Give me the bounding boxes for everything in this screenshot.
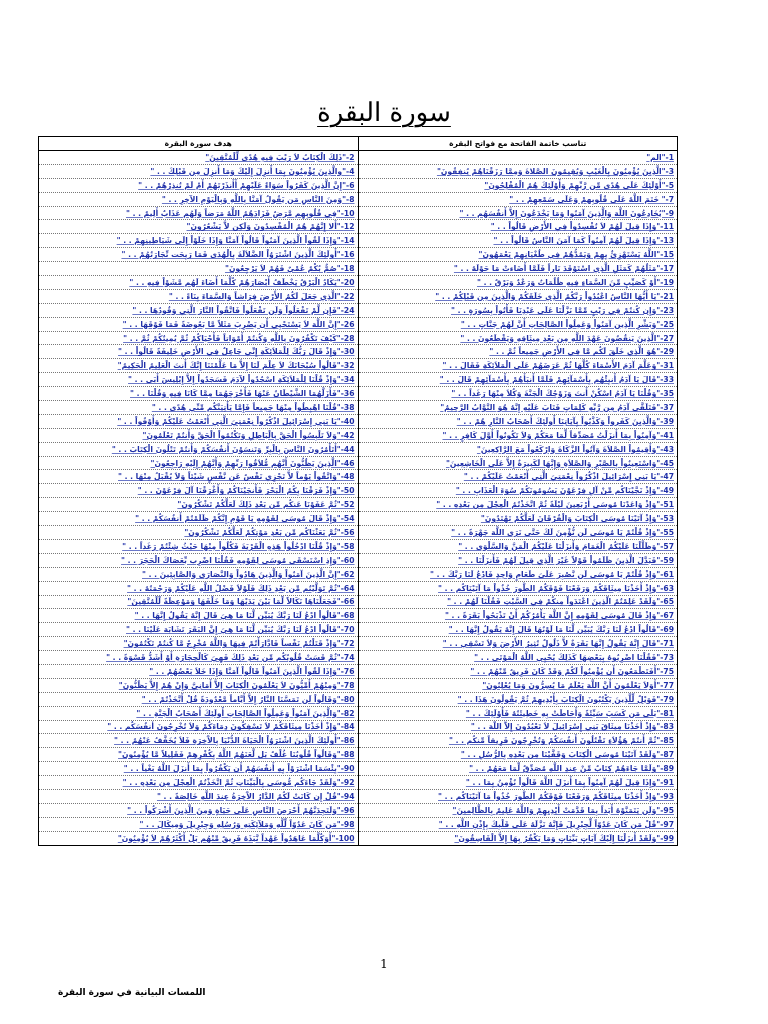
table-row	[39, 539, 678, 553]
table-row	[39, 206, 678, 220]
table-row	[39, 484, 678, 498]
verse-link-left[interactable]: 2-"ذَلِكَ الْكِتَابُ لاَ رَيْبَ فِيهِ هُدًى لِّلْمُتَّقِينَ"	[39, 151, 359, 165]
verse-link-left[interactable]: 50-"وَإِذْ فَرَقْنَا بِكُمُ الْبَحْرَ فَأَنجَيْنَاكُمْ وَأَغْرَقْنَا آلَ فِرْعَوْنَ . . "	[39, 484, 359, 498]
verse-link-right[interactable]: 35-"وَقُلْنَا يَا آدَمُ اسْكُنْ أَنتَ وَزَوْجُكَ الْجَنَّةَ وَكُلاَ مِنْهَا رَغَداً . . "	[358, 387, 678, 401]
verse-link-left[interactable]: 66-"فَجَعَلْنَاهَا نَكَالاً لِّمَا بَيْنَ يَدَيْهَا وَمَا خَلْفَهَا وَمَوْعِظَةً لِّلْمُتَّقِينَ"	[39, 595, 359, 609]
table-header-row	[39, 137, 678, 151]
verse-link-left[interactable]: 88-"وَقَالُواْ قُلُوبُنَا غُلْفٌ بَل لَّعَنَهُمُ اللَّهُ بِكُفْرِهِمْ فَقَلِيلاً مَّا يُؤْمِنُونَ"	[39, 748, 359, 762]
verse-link-right[interactable]: 3-"الَّذِينَ يُؤْمِنُونَ بِالْغَيْبِ وَيُقِيمُونَ الصَّلاةَ وَمِمَّا رَزَقْنَاهُمْ يُنفِقُونَ"	[358, 164, 678, 178]
table-row	[39, 442, 678, 456]
verse-link-left[interactable]: 34-"وَإِذْ قُلْنَا لِلْمَلاَئِكَةِ اسْجُدُواْ لآدَمَ فَسَجَدُواْ إِلاَّ إِبْلِيسَ أَبَى . . "	[39, 373, 359, 387]
table-row	[39, 748, 678, 762]
verse-link-left[interactable]: 26-"إِنَّ اللَّهَ لاَ يَسْتَحْيِي أَن يَضْرِبَ مَثَلاً مَّا بَعُوضَةً فَمَا فَوْقَهَا . . "	[39, 317, 359, 331]
table-row	[39, 164, 678, 178]
table-row	[39, 248, 678, 262]
verse-link-left[interactable]: 82-"وَالَّذِينَ آمَنُواْ وَعَمِلُواْ الصَّالِحَاتِ أُولَئِكَ أَصْحَابُ الْجَنَّةِ . . "	[39, 706, 359, 720]
verse-link-right[interactable]: 49-"وَإِذْ نَجَّيْنَاكُم مِّنْ آلِ فِرْعَوْنَ يَسُومُونَكُمْ سُوَءَ الْعَذَابِ . . "	[358, 484, 678, 498]
table-row	[39, 387, 678, 401]
page-number: 1	[380, 957, 388, 971]
verse-link-right[interactable]: 13-"وَإِذَا قِيلَ لَهُمْ آمِنُواْ كَمَا آمَنَ النَّاسُ قَالُواْ . . "	[358, 234, 678, 248]
table-row	[39, 831, 678, 845]
verse-link-right[interactable]: 15-"اللَّهُ يَسْتَهْزِئُ بِهِمْ وَيَمُدُّهُمْ فِي طُغْيَانِهِمْ يَعْمَهُونَ"	[358, 248, 678, 262]
verse-link-left[interactable]: 24-"فَإِن لَّمْ تَفْعَلُواْ وَلَن تَفْعَلُواْ فَاتَّقُواْ النَّارَ الَّتِي وَقُودُهَا . . "	[39, 303, 359, 317]
verse-link-left[interactable]: 96-"وَلَتَجِدَنَّهُمْ أَحْرَصَ النَّاسِ عَلَى حَيَاةٍ وَمِنَ الَّذِينَ أَشْرَكُواْ . . "	[39, 803, 359, 817]
verse-link-right[interactable]: 45-"وَاسْتَعِينُواْ بِالصَّبْرِ وَالصَّلاَةِ وَإِنَّهَا لَكَبِيرَةٌ إِلاَّ عَلَى الْخَاشِعِينَ"	[358, 456, 678, 470]
verse-link-right[interactable]: 97-"قُلْ مَن كَانَ عَدُوّاً لِّجِبْرِيلَ فَإِنَّهُ نَزَّلَهُ عَلَى قَلْبِكَ بِإِذْنِ اللَّهِ . . "	[358, 817, 678, 831]
table-row	[39, 262, 678, 276]
verse-link-right[interactable]: 79-"فَوَيْلٌ لِّلَّذِينَ يَكْتُبُونَ الْكِتَابَ بِأَيْدِيهِمْ ثُمَّ يَقُولُونَ هَذَا . . "	[358, 692, 678, 706]
verse-link-right[interactable]: 31-"وَعَلَّمَ آدَمَ الأَسْمَاءَ كُلَّهَا ثُمَّ عَرَضَهُمْ عَلَى الْمَلاَئِكَةِ فَقَالَ . . "	[358, 359, 678, 373]
table-row	[39, 637, 678, 651]
verse-link-left[interactable]: 72-"وَإِذْ قَتَلْتُمْ نَفْساً فَادَّارَأْتُمْ فِيهَا وَاللَّهُ مُخْرِجٌ مَّا كُنتُمْ تَكْتُمُونَ"	[39, 637, 359, 651]
table-row	[39, 234, 678, 248]
verse-link-right[interactable]: 19-"أَوْ كَصَيِّبٍ مِّنَ السَّمَاءِ فِيهِ ظُلُمَاتٌ وَرَعْدٌ وَبَرْقٌ . . "	[358, 276, 678, 290]
table-body	[39, 151, 678, 846]
verse-link-left[interactable]: 58-"وَإِذْ قُلْنَا ادْخُلُواْ هَذِهِ الْقَرْيَةَ فَكُلُواْ مِنْهَا حَيْثُ شِئْتُمْ رَغَداً . . "	[39, 539, 359, 553]
verse-link-left[interactable]: 6-"إِنَّ الَّذِينَ كَفَرُواْ سَوَاءٌ عَلَيْهِمْ أَأَنذَرْتَهُمْ أَمْ لَمْ تُنذِرْهُمْ . . "	[39, 178, 359, 192]
verse-link-left[interactable]: 32-"قَالُواْ سُبْحَانَكَ لاَ عِلْمَ لَنَا إِلاَّ مَا عَلَّمْتَنَا إِنَّكَ أَنتَ الْعَلِيمُ الْحَكِيمُ"	[39, 359, 359, 373]
footer-book-title: اللمسات البيانية في سورة البقرة	[58, 988, 206, 998]
table-row	[39, 664, 678, 678]
verse-link-left[interactable]: 70-"قَالُواْ ادْعُ لَنَا رَبَّكَ يُبَيِّن لَّنَا مَا هِيَ إِنَّ البَقَرَ تَشَابَهَ عَلَيْنَا . . "	[39, 623, 359, 637]
verse-link-left[interactable]: 36-"فَأَزَلَّهُمَا الشَّيْطَانُ عَنْهَا فَأَخْرَجَهُمَا مِمَّا كَانَا فِيهِ وَقُلْنَا . . "	[39, 387, 359, 401]
table-row	[39, 331, 678, 345]
table-row	[39, 317, 678, 331]
verse-link-left[interactable]: 48-"وَاتَّقُواْ يَوْماً لاَّ تَجْزِي نَفْسٌ عَن نَّفْسٍ شَيْئاً وَلاَ يُقْبَلُ مِنْهَا . . "	[39, 470, 359, 484]
verse-link-left[interactable]: 94-"قُلْ إِن كَانَتْ لَكُمُ الدَّارُ الآَخِرَةُ عِندَ اللَّهِ خَالِصَةً . . "	[39, 789, 359, 803]
verse-link-left[interactable]: 90-"بِئْسَمَا اشْتَرَوْاْ بِهِ أَنفُسَهُمْ أَن يَكْفُرُواْ بِمَا أَنزَلَ اللَّهُ بَغْياً . . "	[39, 762, 359, 776]
verse-link-right[interactable]: 65-"وَلَقَدْ عَلِمْتُمُ الَّذِينَ اعْتَدَواْ مِنكُمْ فِي السَّبْتِ فَقُلْنَا لَهُمْ . . "	[358, 595, 678, 609]
verse-link-right[interactable]: 67-"وَإِذْ قَالَ مُوسَى لِقَوْمِهِ إِنَّ اللَّهَ يَأْمُرُكُمْ أَنْ تَذْبَحُواْ بَقَرَةً . . "	[358, 609, 678, 623]
verse-link-right[interactable]: 61-"وَإِذْ قُلْتُمْ يَا مُوسَى لَن نَّصْبِرَ عَلَىَ طَعَامٍ وَاحِدٍ فَادْعُ لَنَا رَبَّكَ . . "	[358, 567, 678, 581]
table-row	[39, 470, 678, 484]
table-row	[39, 553, 678, 567]
verse-link-left[interactable]: 52-"ثُمَّ عَفَوْنَا عَنكُم مِّن بَعْدِ ذَلِكَ لَعَلَّكُمْ تَشْكُرُونَ"	[39, 498, 359, 512]
verse-link-right[interactable]: 87-"وَلَقَدْ آتَيْنَا مُوسَى الْكِتَابَ وَقَفَّيْنَا مِن بَعْدِهِ بِالرُّسُلِ . . "	[358, 748, 678, 762]
table-row	[39, 345, 678, 359]
verse-link-right[interactable]: 1-"الم"	[358, 151, 678, 165]
verse-link-left[interactable]: 60-"وَإِذِ اسْتَسْقَى مُوسَى لِقَوْمِهِ فَقُلْنَا اضْرِب بِّعَصَاكَ الْحَجَرَ . . "	[39, 553, 359, 567]
verse-link-left[interactable]: 100-"أَوَكُلَّمَا عَاهَدُواْ عَهْداً نَّبَذَهُ فَرِيقٌ مِّنْهُم بَلْ أَكْثَرُهُمْ لاَ يُؤْمِنُونَ"	[39, 831, 359, 845]
verse-link-left[interactable]: 20-"يَكَادُ الْبَرْقُ يَخْطَفُ أَبْصَارَهُمْ كُلَّمَا أَضَاءَ لَهُم مَّشَوْاْ فِيهِ . . "	[39, 276, 359, 290]
verse-link-right[interactable]: 77-"أَوَلاَ يَعْلَمُونَ أَنَّ اللَّهَ يَعْلَمُ مَا يُسِرُّونَ وَمَا يُعْلِنُونَ"	[358, 678, 678, 692]
verse-link-left[interactable]: 10-"فِي قُلُوبِهِم مَّرَضٌ فَزَادَهُمُ اللَّهُ مَرَضاً وَلَهُم عَذَابٌ أَلِيمٌ . . "	[39, 206, 359, 220]
table-row	[39, 789, 678, 803]
verse-link-right[interactable]: 73-"فَقُلْنَا اضْرِبُوهُ بِبَعْضِهَا كَذَلِكَ يُحْيِي اللَّهُ الْمَوْتَى . . "	[358, 651, 678, 665]
verse-link-right[interactable]: 69-"قَالُواْ ادْعُ لَنَا رَبَّكَ يُبَيِّن لَّنَا مَا لَوْنُهَا قَالَ إِنَّهُ يَقُولُ إِنَّهَا . . "	[358, 623, 678, 637]
verse-link-left[interactable]: 80-"وَقَالُواْ لَن تَمَسَّنَا النَّارُ إِلاَّ أَيَّاماً مَّعْدُودَةً قُلْ أَتَّخَذْتُمْ . . "	[39, 692, 359, 706]
verse-link-right[interactable]: 71-"قَالَ إِنَّهُ يَقُولُ إِنَّهَا بَقَرَةٌ لاَّ ذَلُولٌ تُثِيرُ الأَرْضَ وَلاَ تَسْقِي . . "	[358, 637, 678, 651]
verse-link-left[interactable]: 16-"أُولَئِكَ الَّذِينَ اشْتَرَوُاْ الضَّلاَلَةَ بِالْهُدَى فَمَا رَبِحَت تِّجَارَتُهُمْ . . "	[39, 248, 359, 262]
verse-link-left[interactable]: 86-"أُولَئِكَ الَّذِينَ اشْتَرَوُاْ الْحَيَاةَ الدُّنْيَا بِالآَخِرَةِ فَلاَ يُخَفَّفُ عَنْهُمُ . . "	[39, 734, 359, 748]
verse-link-right[interactable]: 89-"وَلَمَّا جَاءَهُمْ كِتَابٌ مِّنْ عِندِ اللَّهِ مُصَدِّقٌ لِّمَا مَعَهُمْ . . "	[358, 762, 678, 776]
verse-link-right[interactable]: 75-"أَفَتَطْمَعُونَ أَن يُؤْمِنُواْ لَكُمْ وَقَدْ كَانَ فَرِيقٌ مِّنْهُمْ . . "	[358, 664, 678, 678]
verse-link-right[interactable]: 93-"وَإِذْ أَخَذْنَا مِيثَاقَكُمْ وَرَفَعْنَا فَوْقَكُمُ الطُّورَ خُذُواْ مَا آتَيْنَاكُم . . "	[358, 789, 678, 803]
table-row	[39, 595, 678, 609]
table-row	[39, 581, 678, 595]
verse-link-right[interactable]: 51-"وَإِذْ وَاعَدْنَا مُوسَى أَرْبَعِينَ لَيْلَةً ثُمَّ اتَّخَذْتُمُ الْعِجْلَ مِن بَعْدِهِ . . "	[358, 498, 678, 512]
verse-link-left[interactable]: 76-"وَإِذَا لَقُواْ الَّذِينَ آمَنُواْ قَالُواْ آمَنَّا وَإِذَا خَلاَ بَعْضُهُمْ . . "	[39, 664, 359, 678]
table-row	[39, 706, 678, 720]
table-row	[39, 498, 678, 512]
table-row	[39, 720, 678, 734]
verse-link-right[interactable]: 7-" خَتَمَ اللَّهُ عَلَى قُلُوبِهمْ وَعَلَى سَمْعِهِمْ . . "	[358, 192, 678, 206]
table-row	[39, 817, 678, 831]
verse-link-right[interactable]: 43-"وَأَقِيمُواْ الصَّلاَةَ وَآتُواْ الزَّكَاةَ وَارْكَعُواْ مَعَ الرَّاكِعِينَ"	[358, 442, 678, 456]
table-row	[39, 289, 678, 303]
table-row	[39, 512, 678, 526]
verse-link-right[interactable]: 95-"وَلَن يَتَمَنَّوْهُ أَبَداً بِمَا قَدَّمَتْ أَيْدِيهِمْ وَاللَّهُ عَلِيمٌ بِالظَّالِمينَ"	[358, 803, 678, 817]
verse-link-left[interactable]: 44-"أَتَأْمُرُونَ النَّاسَ بِالْبِرِّ وَتَنسَوْنَ أَنفُسَكُمْ وَأَنتُمْ تَتْلُونَ الْكِتَابَ . . "	[39, 442, 359, 456]
verse-link-left[interactable]: 84-"وَإِذْ أَخَذْنَا مِيثَاقَكُمْ لاَ تَسْفِكُونَ دِمَاءَكُمْ وَلاَ تُخْرِجُونَ أَنفُسَكُم . . "	[39, 720, 359, 734]
verse-link-left[interactable]: 46-"الَّذِينَ يَظُنُّونَ أَنَّهُم مُّلاَقُوا رَبِّهِمْ وَأَنَّهُمْ إِلَيْهِ رَاجِعُونَ"	[39, 456, 359, 470]
table-row	[39, 401, 678, 415]
verse-link-right[interactable]: 39-"وَالَّذِينَ كَفَرواْ وَكَذَّبُواْ بِآيَاتِنَا أُولَئِكَ أَصْحَابُ النَّارِ هُمْ . . "	[358, 414, 678, 428]
verse-link-left[interactable]: 30-"وَإِذْ قَالَ رَبُّكَ لِلْمَلاَئِكَةِ إِنِّي جَاعِلٌ فِي الأَرْضِ خَلِيفَةً قَالُواْ . . "	[39, 345, 359, 359]
verse-link-right[interactable]: 53-"وَإِذْ آتَيْنَا مُوسَى الْكِتَابَ وَالْفُرْقَانَ لَعَلَّكُمْ تَهْتَدُونَ"	[358, 512, 678, 526]
verse-link-right[interactable]: 23-"وَإِن كُنتُمْ فِي رَيْبٍ مِّمَّا نَزَّلْنَا عَلَى عَبْدِنَا فَأْتُواْ بِسُورَةٍ . . "	[358, 303, 678, 317]
verse-link-right[interactable]: 41-"وَآمِنُواْ بِمَا أَنزَلْتُ مُصَدِّقاً لِّمَا مَعَكُمْ وَلاَ تَكُونُواْ أَوَّلَ كَافِرٍ . . "	[358, 428, 678, 442]
verse-link-right[interactable]: 57-"وَظَلَّلْنَا عَلَيْكُمُ الْغَمَامَ وَأَنزَلْنَا عَلَيْكُمُ الْمَنَّ وَالسَّلْوَى . . "	[358, 539, 678, 553]
table-row	[39, 359, 678, 373]
verse-link-left[interactable]: 98-"مَن كَانَ عَدُوّاً لِّلَّهِ وَمَلآئِكَتِهِ وَرُسُلِهِ وَجِبْرِيلَ وَمِيكَالَ . . "	[39, 817, 359, 831]
table-row	[39, 220, 678, 234]
verse-link-right[interactable]: 91-"وَإِذَا قِيلَ لَهُمْ آمِنُواْ بِمَا أَنزَلَ اللَّهُ قَالُواْ نُؤْمِنُ بِمَا . . "	[358, 776, 678, 790]
verse-link-right[interactable]: 85-"ثُمَّ أَنتُمْ هَؤُلاَءِ تَقْتُلُونَ أَنفُسَكُمْ وَتُخْرِجُونَ فَرِيقاً مِّنكُم . . "	[358, 734, 678, 748]
table-row	[39, 178, 678, 192]
verse-link-right[interactable]: 29-"هُوَ الَّذِي خَلَقَ لَكُم مَّا فِي الأَرْضِ جَمِيعاً ثُمَّ . . "	[358, 345, 678, 359]
header-left: هدف سورة البقرة	[39, 137, 359, 151]
table-row	[39, 428, 678, 442]
verse-link-left[interactable]: 56-"ثُمَّ بَعَثْنَاكُم مِّن بَعْدِ مَوْتِكُمْ لَعَلَّكُمْ تَشْكُرُونَ"	[39, 526, 359, 540]
verse-link-right[interactable]: 21-"يَا أَيُّهَا النَّاسُ اعْبُدُواْ رَبَّكُمُ الَّذِي خَلَقَكُمْ وَالَّذِينَ مِن قَبْلِكُمْ . . "	[358, 289, 678, 303]
verse-link-right[interactable]: 33-"قَالَ يَا آدَمُ أَنبِئْهُم بِأَسْمَآئِهِمْ فَلَمَّا أَنبَأَهُمْ بِأَسْمَآئِهِمْ قَالَ . . "	[358, 373, 678, 387]
verse-link-right[interactable]: 5-"أُوْلَئِكَ عَلَى هُدًى مِّن رَّبِّهِمْ وَأُوْلَئِكَ هُمُ الْمُفْلِحُونَ"	[358, 178, 678, 192]
verse-link-right[interactable]: 81-"بَلَى مَن كَسَبَ سَيِّئَةً وَأَحَاطَتْ بِهِ خَطِيئَتُهُ فَأُوْلَئِكَ . . "	[358, 706, 678, 720]
verse-link-right[interactable]: 83-"وَإِذْ أَخَذْنَا مِيثَاقَ بَنِي إِسْرَائِيلَ لاَ تَعْبُدُونَ إِلاَّ اللَّهَ . . "	[358, 720, 678, 734]
verse-link-left[interactable]: 14-"وَإِذَا لَقُواْ الَّذِينَ آمَنُواْ قَالُواْ آمَنَّا وَإِذَا خَلَوْاْ إِلَى شَيَاطِينِهِمْ . . "	[39, 234, 359, 248]
verse-link-left[interactable]: 64-"ثُمَّ تَوَلَّيْتُم مِّن بَعْدِ ذَلِكَ فَلَوْلاَ فَضْلُ اللَّهِ عَلَيْكُمْ وَرَحْمَتُهُ . . "	[39, 581, 359, 595]
table-row	[39, 414, 678, 428]
verse-link-left[interactable]: 78-"وَمِنْهُمْ أُمِّيُّونَ لاَ يَعْلَمُونَ الْكِتَابَ إِلاَّ أَمَانِيَّ وَإِنْ هُمْ إِلاَّ يَظُنُّونَ"	[39, 678, 359, 692]
verse-link-left[interactable]: 38-"قُلْنَا اهْبِطُواْ مِنْهَا جَمِيعاً فَإِمَّا يَأْتِيَنَّكُم مِّنِّي هُدًى . . "	[39, 401, 359, 415]
verse-link-left[interactable]: 54-"وَإِذْ قَالَ مُوسَى لِقَوْمِهِ يَا قَوْمِ إِنَّكُمْ ظَلَمْتُمْ أَنفُسَكُمْ . . "	[39, 512, 359, 526]
verse-link-right[interactable]: 63-"وَإِذْ أَخَذْنَا مِيثَاقَكُمْ وَرَفَعْنَا فَوْقَكُمُ الطُّورَ خُذُواْ مَا آتَيْنَاكُم . . "	[358, 581, 678, 595]
table-row	[39, 776, 678, 790]
table-row	[39, 151, 678, 165]
verse-link-left[interactable]: 68-"قَالُواْ ادْعُ لَنَا رَبَّكَ يُبَيِّن لَّنَا مَا هِيَ قَالَ إِنَّهُ يَقُولُ إِنَّهَا . . "	[39, 609, 359, 623]
table-row	[39, 276, 678, 290]
verse-link-right[interactable]: 47-"يَا بَنِي إِسْرَائِيلَ اذْكُرُواْ نِعْمَتِيَ الَّتِي أَنْعَمْتُ عَلَيْكُمْ . . "	[358, 470, 678, 484]
verse-link-left[interactable]: 28-"كَيْفَ تَكْفُرُونَ بِاللَّهِ وَكُنتُمْ أَمْوَاتاً فَأَحْيَاكُمْ ثُمَّ يُمِيتُكُمْ ثُمَّ . . "	[39, 331, 359, 345]
verse-link-left[interactable]: 8-"وَمِنَ النَّاسِ مَن يَقُولُ آمَنَّا بِاللَّهِ وَبِالْيَوْمِ الآخِرِ . . "	[39, 192, 359, 206]
verse-link-right[interactable]: 9-"يُخَادِعُونَ اللَّهَ وَالَّذِينَ آمَنُوا وَمَا يَخْدَعُونَ إِلاَّ أَنفُسَهُم . . "	[358, 206, 678, 220]
verse-link-left[interactable]: 12-"أَلا إِنَّهُمْ هُمُ الْمُفْسِدُونَ وَلَكِن لاَّ يَشْعُرُونَ"	[39, 220, 359, 234]
verse-link-left[interactable]: 92-"وَلَقَدْ جَاءَكُم مُّوسَى بِالْبَيِّنَاتِ ثُمَّ اتَّخَذْتُمُ الْعِجْلَ مِن بَعْدِهِ . . "	[39, 776, 359, 790]
verse-link-right[interactable]: 59-"فَبَدَّلَ الَّذِينَ ظَلَمُواْ قَوْلاً غَيْرَ الَّذِي قِيلَ لَهُمْ فَأَنزَلْنَا . . "	[358, 553, 678, 567]
table-row	[39, 192, 678, 206]
table-row	[39, 734, 678, 748]
verse-link-left[interactable]: 4-"والَّذِينَ يُؤْمِنُونَ بِمَا أُنزِلَ إِلَيْكَ وَمَا أُنزِلَ مِن قَبْلِكَ . . "	[39, 164, 359, 178]
table-row	[39, 692, 678, 706]
table-row	[39, 373, 678, 387]
table-row	[39, 526, 678, 540]
table-row	[39, 651, 678, 665]
verse-link-right[interactable]: 37-"فَتَلَقَّى آدَمُ مِن رَّبِّهِ كَلِمَاتٍ فَتَابَ عَلَيْهِ إِنَّهُ هُوَ التَّوَّابُ الرَّحِيمُ"	[358, 401, 678, 415]
verse-link-right[interactable]: 55-"وَإِذْ قُلْتُمْ يَا مُوسَى لَن نُّؤْمِنَ لَكَ حَتَّى نَرَى اللَّهَ جَهْرَةً . . "	[358, 526, 678, 540]
verse-link-right[interactable]: 99-"وَلَقَدْ أَنزَلْنَا إِلَيْكَ آيَاتٍ بَيِّنَاتٍ وَمَا يَكْفُرُ بِهَا إِلاَّ الْفَاسِقُونَ"	[358, 831, 678, 845]
header-right: تناسب خاتمة الفاتحة مع فواتح البقرة	[358, 137, 678, 151]
verse-link-left[interactable]: 62-"إِنَّ الَّذِينَ آمَنُواْ وَالَّذِينَ هَادُواْ وَالنَّصَارَى وَالصَّابِئِينَ . . "	[39, 567, 359, 581]
page-title: سورة البقرة	[317, 98, 451, 128]
table-row	[39, 803, 678, 817]
verse-link-left[interactable]: 42-"وَلاَ تَلْبِسُواْ الْحَقَّ بِالْبَاطِلِ وَتَكْتُمُواْ الْحَقَّ وَأَنتُمْ تَعْلَمُونَ"	[39, 428, 359, 442]
verse-link-right[interactable]: 27-"الَّذِينَ يَنقُضُونَ عَهْدَ اللَّهِ مِن بَعْدِ مِيثَاقِهِ وَيَقْطَعُونَ . . "	[358, 331, 678, 345]
verses-table	[38, 136, 678, 846]
table-row	[39, 567, 678, 581]
table-row	[39, 762, 678, 776]
table-row	[39, 456, 678, 470]
table-row	[39, 609, 678, 623]
verse-link-right[interactable]: 11-"وَإِذَا قِيلَ لَهُمْ لاَ تُفْسِدُواْ فِي الأَرْضِ قَالُواْ . . "	[358, 220, 678, 234]
verse-link-left[interactable]: 74-"ثُمَّ قَسَتْ قُلُوبُكُم مِّن بَعْدِ ذَلِكَ فَهِيَ كَالْحِجَارَةِ أَوْ أَشَدُّ قَسْوَةً . . "	[39, 651, 359, 665]
table-row	[39, 623, 678, 637]
verse-link-left[interactable]: 18-"صُمٌّ بُكْمٌ عُمْيٌ فَهُمْ لاَ يَرْجِعُونَ"	[39, 262, 359, 276]
table-row	[39, 303, 678, 317]
verse-link-right[interactable]: 25-"وَبَشِّرِ الَّذِين آمَنُواْ وَعَمِلُواْ الصَّالِحَاتِ أَنَّ لَهُمْ جَنَّاتٍ . . "	[358, 317, 678, 331]
verse-link-left[interactable]: 40-"يَا بَنِي إِسْرَائِيلَ اذْكُرُواْ نِعْمَتِيَ الَّتِي أَنْعَمْتُ عَلَيْكُمْ وَأَوْفُواْ . . "	[39, 414, 359, 428]
table-row	[39, 678, 678, 692]
verse-link-left[interactable]: 22-"الَّذِي جَعَلَ لَكُمُ الأَرْضَ فِرَاشاً وَالسَّمَاءَ بِنَاءً . . "	[39, 289, 359, 303]
verse-link-right[interactable]: 17-"مَثَلُهُمْ كَمَثَلِ الَّذِي اسْتَوْقَدَ نَاراً فَلَمَّا أَضَاءتْ مَا حَوْلَهُ . . "	[358, 262, 678, 276]
